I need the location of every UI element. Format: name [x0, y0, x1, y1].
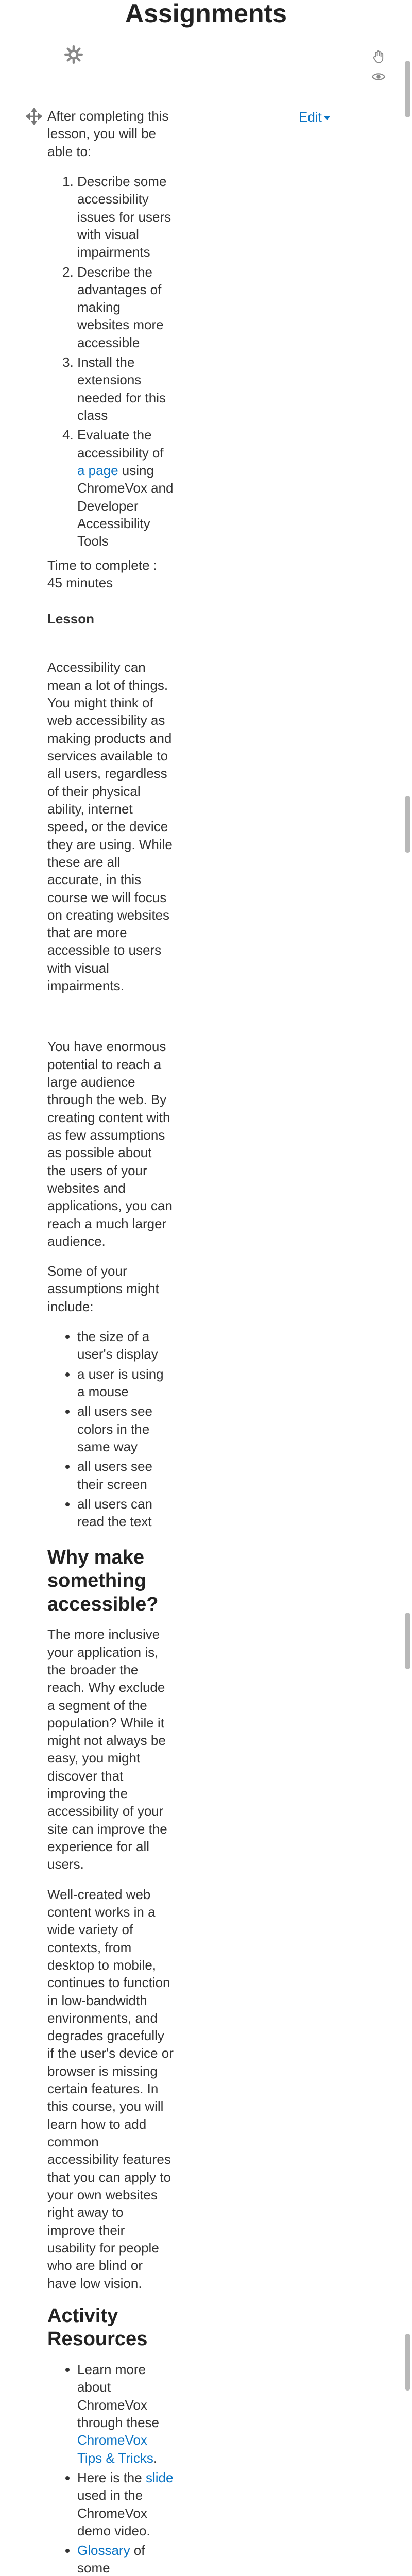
time-to-complete: Time to complete : 45 minutes — [47, 557, 157, 590]
objective-item: 3. Install the extensions needed for this class — [77, 353, 174, 424]
paragraph: Well-created web content works in a wide variety of contexts, from desktop to mobile, continues to function in low-bandwidth environments, and degrades gracefully if the user's device or browser is missing certain features. In this course, you will learn how to add common accessibility features that you can apply to your own websites right away to improve their usability for people who are blind or have low vision. — [47, 1886, 174, 2291]
objective-item: 4. Evaluate the accessibility of a page using ChromeVox and Developer Accessibility Tools — [77, 426, 174, 550]
a-page-link[interactable]: a page — [77, 462, 118, 478]
paragraph: The more inclusive your application is, the broader the reach. Why exclude a segment of the population? While it might not always be easy, you might discover that improving the accessibility of your site can improve the experience for all users. — [47, 1626, 167, 1872]
assumptions-list — [47, 1328, 174, 1530]
objectives-list — [47, 173, 174, 550]
why-heading: Why make something accessible? — [47, 1546, 159, 1615]
assumption-item: • all users see their screen — [77, 1458, 174, 1493]
assumption-item: • all users can read the text — [77, 1495, 174, 1531]
assumption-item: • the size of a user's display — [77, 1328, 174, 1363]
scrollbar-thumb[interactable] — [405, 2334, 410, 2391]
gear-icon[interactable] — [64, 45, 83, 64]
resources-heading: Activity Resources — [47, 2304, 148, 2350]
paragraph: Some of your assumptions might include: — [47, 1263, 159, 1314]
edit-menu[interactable]: Edit — [299, 108, 330, 126]
resource-item: • Learn more about ChromeVox through these ChromeVox Tips & Tricks. — [77, 2361, 174, 2467]
slide-link[interactable]: slide — [145, 2469, 174, 2485]
assumption-item: • all users see colors in the same way — [77, 1402, 174, 1455]
move-icon[interactable] — [26, 108, 42, 125]
caret-down-icon — [324, 116, 330, 120]
assumption-item: • a user is using a mouse — [77, 1365, 174, 1401]
intro-text: After completing this lesson, you will be able to: — [47, 108, 169, 159]
scrollbar-thumb[interactable] — [405, 1613, 410, 1669]
scrollbar-thumb[interactable] — [405, 61, 410, 117]
page-title: Assignments — [125, 0, 287, 28]
scrollbar-thumb[interactable] — [405, 796, 410, 853]
resource-item: • Here is the slide used in the ChromeVox demo video. — [77, 2469, 174, 2539]
objective-item: 1. Describe some accessibility issues for users with visual impairments — [77, 173, 174, 261]
resource-item: • Glossary of some — [77, 2541, 174, 2576]
chromevox-tips-link[interactable]: ChromeVox Tips & Tricks — [77, 2432, 153, 2466]
paragraph: You have enormous potential to reach a large audience through the web. By creating content with as few assumptions as possible about the users of your websites and applications, you can reach a much larger audience. — [47, 1039, 173, 1249]
lesson-heading: Lesson — [47, 611, 95, 627]
glossary-link[interactable]: Glossary — [77, 2543, 130, 2558]
eye-icon[interactable] — [371, 70, 386, 83]
header-icons — [371, 49, 386, 80]
section-summary — [47, 107, 174, 2576]
hand-icon[interactable] — [371, 49, 386, 64]
paragraph: Accessibility can mean a lot of things. You might think of web accessibility as making products and services available to all users, regardless of their physical ability, internet speed, or the device they are using. While these are all accurate, in this course we will focus on creating websites that are more accessible to users with visual impairments. — [47, 659, 173, 994]
objective-item: 2. Describe the advantages of making websites more accessible — [77, 263, 174, 352]
resources-list — [47, 2361, 174, 2576]
